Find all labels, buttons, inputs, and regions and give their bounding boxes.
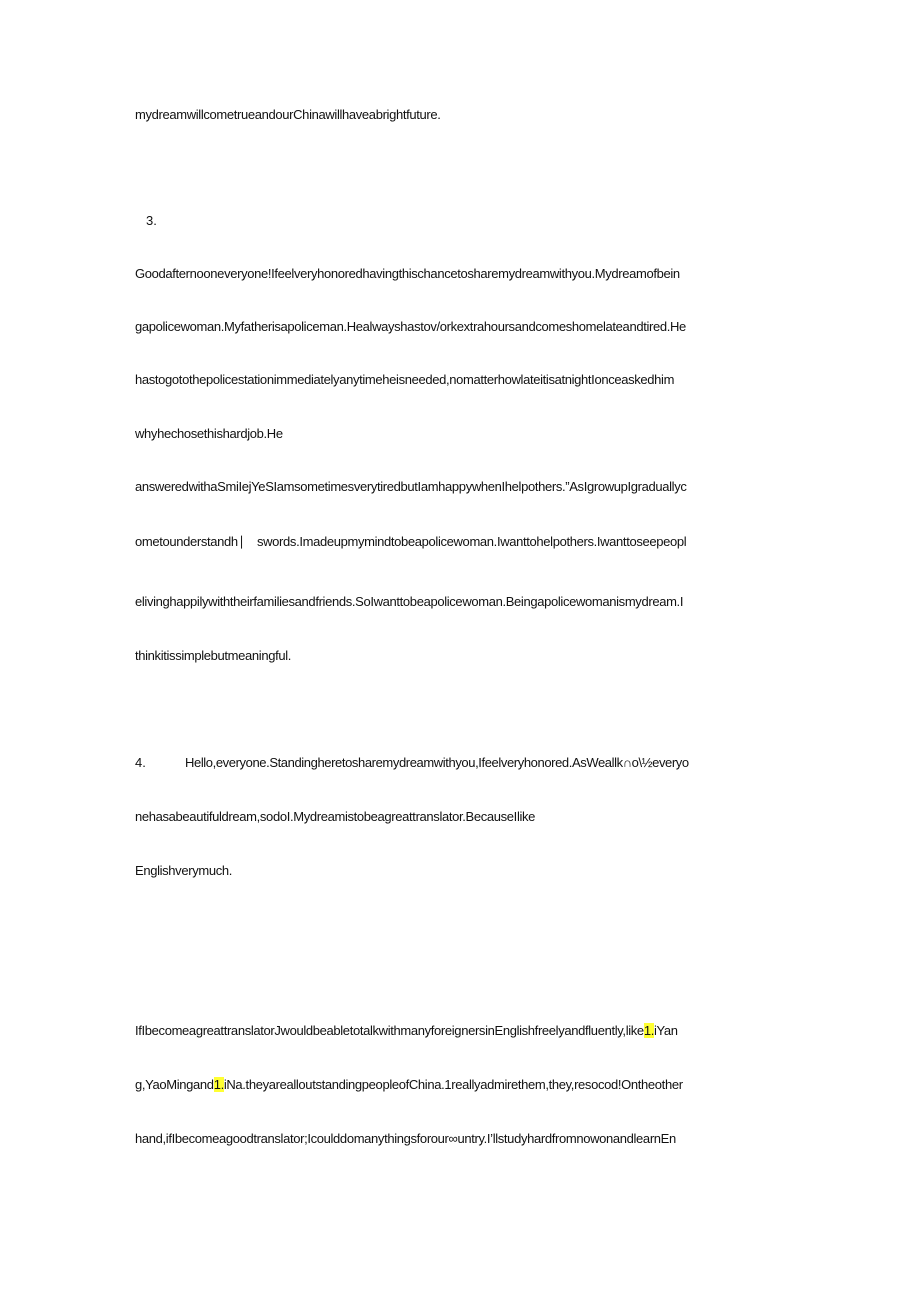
text-segment: g,YaoMingand (135, 1077, 214, 1092)
section-3-line: hastogotothepolicestationimmediatelyanytimeheisneeded,nomatterhowlateitisatnightIonceaskedhim (135, 372, 675, 387)
highlighted-text: 1. (213, 1077, 224, 1092)
paragraph-2-tail: mydreamwillcometrueandourChinawillhaveabrightfuture. (135, 107, 441, 122)
text-segment: iYan (653, 1023, 678, 1038)
section-3-line: whyhechosethishardjob.He (135, 426, 283, 441)
section-3-line: Goodafternooneveryone!Ifeelveryhonoredhavingthischancetosharemydreamwithyou.Mydreamofbein (135, 266, 680, 281)
section-5-line-2 (135, 1077, 683, 1093)
section-4-number: 4. (135, 755, 146, 770)
section-3-number: 3. (146, 213, 157, 228)
highlighted-text: 1. (643, 1023, 654, 1038)
section-3-line: answeredwithaSmiIejYeSIamsometimesverytiredbutIamhappywhenIhelpothers.”AsIgrowupIgraduallyc (135, 479, 687, 494)
section-3-line: gapolicewoman.Myfatherisapoliceman.Healwayshastov/orkextrahoursandcomeshomelateandtired.He (135, 319, 686, 334)
section-5-line-3: hand,ifIbecomeagoodtranslator;Icoulddomanythingsforour∞untry.I’llstudyhardfromnowonandlearnEn (135, 1131, 676, 1146)
text-segment: iNa.theyarealloutstandingpeopleofChina.1reallyadmirethem,they,resocod!Ontheother (223, 1077, 683, 1092)
section-3-line: ometounderstandh ⎸ swords.Imadeupmymindtobeapolicewoman.Iwanttohelpothers.Iwanttoseepeopl (135, 534, 687, 549)
section-5-line-1 (135, 1023, 678, 1039)
section-4-line: Hello,everyone.Standingheretosharemydreamwithyou,Ifeelveryhonored.AsWeallk∩o\½everyo (185, 755, 689, 770)
text-segment: IfIbecomeagreattranslatorJwouldbeabletotalkwithmanyforeignersinEnglishfreelyandfluently,like (135, 1023, 644, 1038)
section-4-line: nehasabeautifuldream,sodoI.Mydreamistobeagreattranslator.BecauseIlike (135, 809, 536, 824)
section-4-line: Englishverymuch. (135, 863, 232, 878)
section-3-line: elivinghappilywiththeirfamiliesandfriends.SoIwanttobeapolicewoman.Beingapolicewomanismydream.I (135, 594, 684, 609)
section-3-line: thinkitissimplebutmeaningful. (135, 648, 292, 663)
